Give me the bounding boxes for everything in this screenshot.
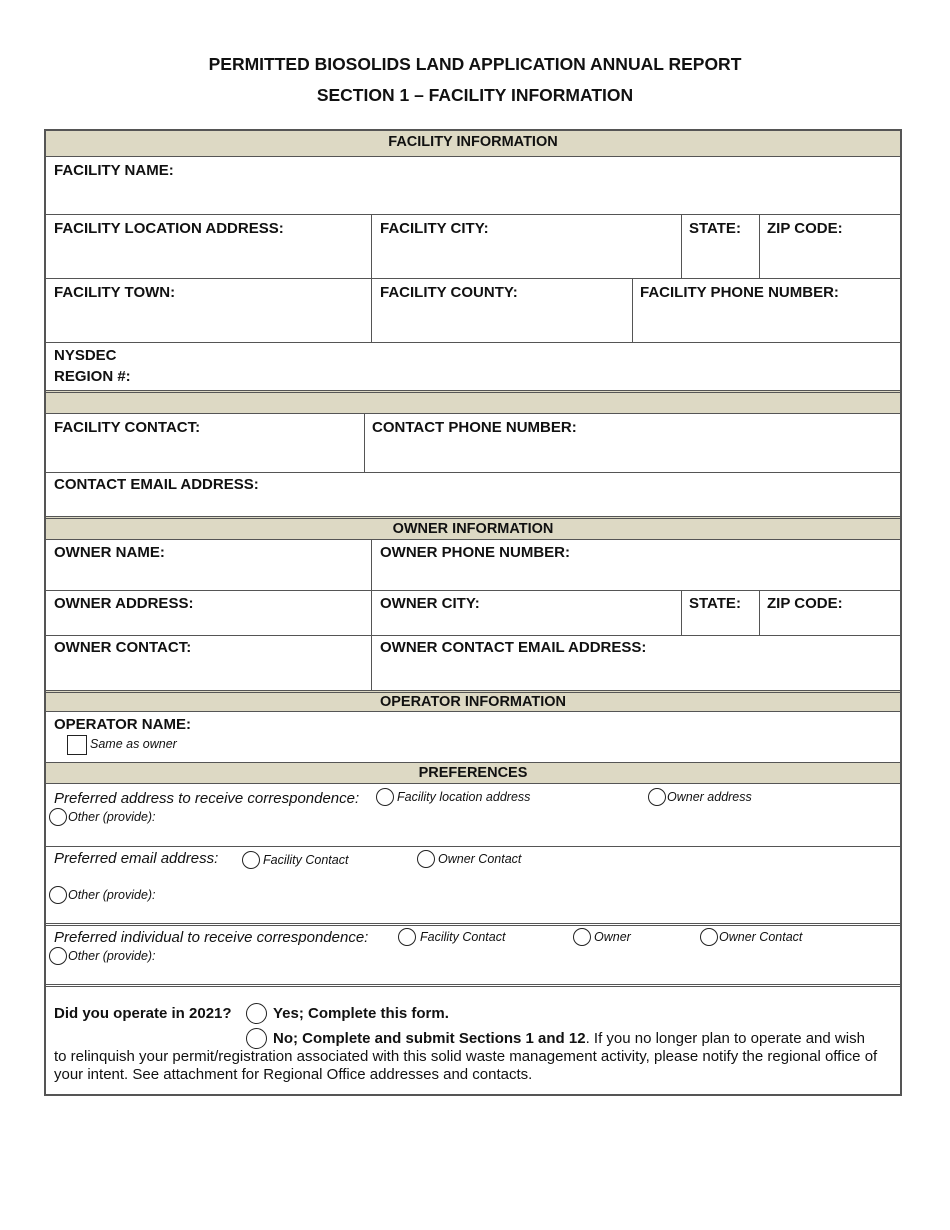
operated-no-text-rest: to relinquish your permit/registration associated with this solid waste management activity, please notify the regional office of your intent. See attachment for Regional Office addresses and contacts.: [54, 1048, 878, 1083]
section-subtitle: SECTION 1 – FACILITY INFORMATION: [316, 85, 634, 105]
pref-individual-owner-option[interactable]: [573, 928, 631, 946]
same-as-owner-checkbox[interactable]: [67, 735, 87, 755]
operated-yes-radio[interactable]: [246, 1003, 267, 1024]
operated-no-text-first: . If you no longer plan to operate and wish: [585, 1030, 865, 1047]
pref-email-facility-radio[interactable]: [242, 851, 260, 869]
pref-address-facility-label: Facility location address: [397, 790, 531, 804]
operated-yes-label: Yes; Complete this form.: [273, 1005, 449, 1022]
operator-section-header: OPERATOR INFORMATION: [46, 690, 900, 712]
owner-city-label: OWNER CITY:: [380, 595, 480, 612]
facility-town-label: FACILITY TOWN:: [54, 284, 176, 301]
owner-section-header: OWNER INFORMATION: [46, 516, 900, 540]
pref-address-owner-option[interactable]: [648, 788, 752, 806]
owner-zip-label: ZIP CODE:: [767, 595, 843, 612]
facility-county-label: FACILITY COUNTY:: [380, 284, 518, 301]
pref-individual-other-radio[interactable]: [49, 947, 67, 965]
pref-address-facility-option[interactable]: [376, 788, 530, 806]
contact-phone-label: CONTACT PHONE NUMBER:: [372, 419, 577, 436]
pref-individual-owner-radio[interactable]: [573, 928, 591, 946]
pref-individual-facility-radio[interactable]: [398, 928, 416, 946]
owner-contact-label: OWNER CONTACT:: [54, 639, 192, 656]
pref-address-other-radio[interactable]: [49, 808, 67, 826]
facility-city-label: FACILITY CITY:: [380, 220, 489, 237]
pref-individual-facility-option[interactable]: [398, 928, 505, 946]
operator-name-label: OPERATOR NAME:: [54, 716, 191, 733]
facility-section-header: FACILITY INFORMATION: [46, 131, 900, 157]
pref-individual-owner-contact-label: Owner Contact: [719, 930, 803, 944]
facility-zip-label: ZIP CODE:: [767, 220, 843, 237]
pref-address-other-option[interactable]: [49, 808, 156, 826]
facility-spacer-band: [46, 390, 900, 414]
pref-address-owner-label: Owner address: [667, 790, 752, 804]
pref-individual-other-option[interactable]: [49, 947, 156, 965]
owner-address-label: OWNER ADDRESS:: [54, 595, 194, 612]
pref-address-facility-radio[interactable]: [376, 788, 394, 806]
pref-email-other-option[interactable]: [49, 886, 156, 904]
facility-form: [44, 129, 902, 1096]
owner-state-label: STATE:: [689, 595, 741, 612]
owner-contact-email-label: OWNER CONTACT EMAIL ADDRESS:: [380, 639, 647, 656]
report-title: PERMITTED BIOSOLIDS LAND APPLICATION ANNUAL REPORT: [208, 54, 742, 74]
owner-phone-label: OWNER PHONE NUMBER:: [380, 544, 570, 561]
pref-email-owner-option[interactable]: [417, 850, 521, 868]
pref-email-owner-label: Owner Contact: [438, 852, 522, 866]
contact-email-label: CONTACT EMAIL ADDRESS:: [54, 476, 259, 493]
region-label-line2: REGION #:: [54, 368, 131, 385]
facility-name-label: FACILITY NAME:: [54, 162, 174, 179]
pref-individual-other-label: Other (provide):: [68, 949, 156, 963]
facility-phone-label: FACILITY PHONE NUMBER:: [640, 284, 839, 301]
operated-question: Did you operate in 2021?: [54, 1005, 232, 1022]
owner-name-label: OWNER NAME:: [54, 544, 165, 561]
pref-individual-question: Preferred individual to receive correspondence:: [54, 929, 369, 946]
same-as-owner-label: Same as owner: [90, 737, 177, 751]
pref-email-owner-radio[interactable]: [417, 850, 435, 868]
operated-no-label: No; Complete and submit Sections 1 and 12: [273, 1030, 586, 1047]
pref-address-question: Preferred address to receive correspondence:: [54, 790, 360, 807]
pref-email-question: Preferred email address:: [54, 850, 219, 867]
pref-address-owner-radio[interactable]: [648, 788, 666, 806]
pref-individual-owner-label: Owner: [594, 930, 631, 944]
pref-individual-facility-label: Facility Contact: [420, 930, 506, 944]
pref-email-other-radio[interactable]: [49, 886, 67, 904]
pref-individual-owner-contact-radio[interactable]: [700, 928, 718, 946]
operated-no-text: [54, 1030, 899, 1084]
pref-email-facility-label: Facility Contact: [263, 853, 349, 867]
preferences-section-header: PREFERENCES: [46, 762, 900, 784]
region-label-line1: NYSDEC: [54, 347, 117, 364]
facility-state-label: STATE:: [689, 220, 741, 237]
pref-individual-owner-contact-option[interactable]: [700, 928, 802, 946]
facility-contact-label: FACILITY CONTACT:: [54, 419, 201, 436]
pref-email-facility-option[interactable]: [242, 851, 348, 869]
facility-location-address-label: FACILITY LOCATION ADDRESS:: [54, 220, 284, 237]
pref-email-other-label: Other (provide):: [68, 888, 156, 902]
pref-address-other-label: Other (provide):: [68, 810, 156, 824]
